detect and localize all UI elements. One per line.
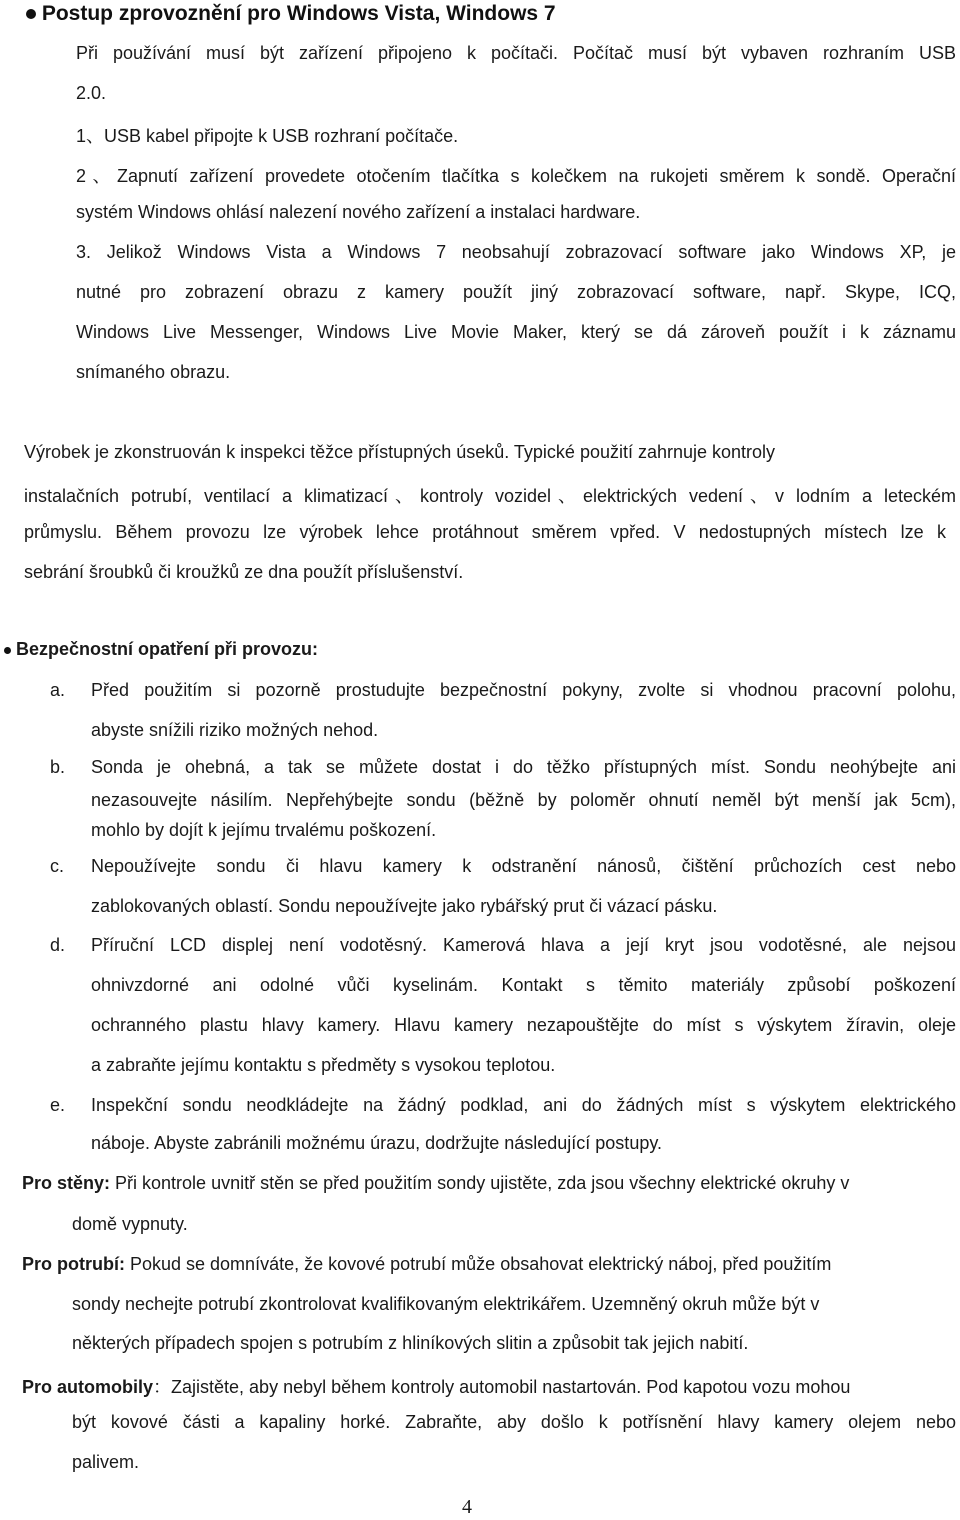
pipes-line-2: sondy nechejte potrubí zkontrolovat kvalifikovaným elektrikářem. Uzemněný okruh může být v — [72, 1294, 820, 1314]
list-item-e-line-2: náboje. Abyste zabránili možnému úrazu, dodržujte následující postupy. — [91, 1133, 662, 1153]
list-item-c-line-1: Nepoužívejte sondu či hlavu kamery k odstranění nánosů, čištění průchozích cest nebo — [91, 856, 956, 876]
pipes-text: Pokud se domníváte, že kovové potrubí může obsahovat elektrický náboj, před použitím — [124, 1254, 832, 1274]
page-number: 4 — [462, 1496, 472, 1518]
cars-line-3: palivem. — [72, 1452, 140, 1472]
product-line-2: instalačních potrubí, ventilací a klimatizací、kontroly vozidel、elektrických vedení、v lodním a leteckém — [24, 486, 956, 506]
product-line-4: sebrání šroubků či kroužků ze dna použít příslušenství. — [24, 562, 464, 582]
section-heading-safety — [4, 639, 318, 660]
list-label-c: c. — [50, 856, 65, 876]
list-label-b: b. — [50, 757, 66, 777]
list-item-d-line-4: a zabraňte jejímu kontaktu s předměty s vysokou teplotou. — [91, 1055, 556, 1075]
list-item-d-line-1: Příruční LCD displej není vodotěsný. Kamerová hlava a její kryt jsou vodotěsné, ale nejsou — [91, 935, 956, 955]
walls-line-1 — [22, 1173, 956, 1194]
list-item-c-line-2: zablokovaných oblastí. Sondu nepoužívejte jako rybářský prut či vázací pásku. — [91, 896, 718, 916]
list-label-a: a. — [50, 680, 66, 700]
pipes-line-1 — [22, 1254, 831, 1275]
list-item-b-line-3: mohlo by dojít k jejímu trvalému poškození. — [91, 820, 437, 840]
pipes-label: Pro potrubí: — [22, 1254, 125, 1274]
walls-line-2: domě vypnuty. — [72, 1214, 188, 1234]
list-label-e: e. — [50, 1095, 66, 1115]
section-heading-windows — [26, 2, 556, 26]
cars-separator: ： — [153, 1377, 172, 1397]
list-item-e-line-1: Inspekční sondu neodkládejte na žádný podklad, ani do žádných míst s výskytem elektrického — [91, 1095, 956, 1115]
heading-text: Postup zprovoznění pro Windows Vista, Windows 7 — [41, 2, 556, 25]
intro-line-2: 2.0. — [76, 83, 107, 103]
step-2-line-2: systém Windows ohlásí nalezení nového zařízení a instalaci hardware. — [76, 202, 641, 222]
list-item-b-line-1: Sonda je ohebná, a tak se můžete dostat i do těžko přístupných míst. Sondu neohýbejte ani — [91, 757, 956, 777]
bullet-icon — [26, 9, 36, 19]
walls-text: Při kontrole uvnitř stěn se před použitím sondy ujistěte, zda jsou všechny elektrické okruhy v — [110, 1173, 850, 1193]
step-2-line-1: 2、Zapnutí zařízení provedete otočením tlačítka s kolečkem na rukojeti směrem k sondě. Operační — [76, 166, 956, 186]
bullet-icon — [4, 647, 11, 654]
step-3-line-3: Windows Live Messenger, Windows Live Movie Maker, který se dá zároveň použít i k záznamu — [76, 322, 956, 342]
pipes-line-3: některých případech spojen s potrubím z hliníkových slitin a způsobit tak jejich nabití. — [72, 1333, 749, 1353]
list-item-a-line-1: Před použitím si pozorně prostudujte bezpečnostní pokyny, zvolte si vhodnou pracovní polohu, — [91, 680, 956, 700]
heading-text: Bezpečnostní opatření při provozu: — [16, 639, 319, 659]
cars-text: Zajistěte, aby nebyl během kontroly automobil nastartován. Pod kapotou vozu mohou — [171, 1377, 851, 1397]
cars-line-2: být kovové části a kapaliny horké. Zabraňte, aby došlo k potřísnění hlavy kamery olejem nebo — [72, 1412, 956, 1432]
list-item-a-line-2: abyste snížili riziko možných nehod. — [91, 720, 379, 740]
step-1: 1、USB kabel připojte k USB rozhraní počítače. — [76, 126, 459, 146]
product-line-1: Výrobek je zkonstruován k inspekci těžce přístupných úseků. Typické použití zahrnuje kontroly — [24, 442, 776, 462]
list-item-b-line-2: nezasouvejte násilím. Nepřehýbejte sondu (běžně by poloměr ohnutí neměl být menší jak 5cm), — [91, 790, 956, 810]
step-3-line-1: 3. Jelikož Windows Vista a Windows 7 neobsahují zobrazovací software jako Windows XP, je — [76, 242, 956, 262]
product-line-3: průmyslu. Během provozu lze výrobek lehce protáhnout směrem vpřed. V nedostupných místech lze k — [24, 522, 946, 542]
cars-line-1 — [22, 1373, 850, 1399]
step-3-line-4: snímaného obrazu. — [76, 362, 231, 382]
cars-label: Pro automobily — [22, 1377, 154, 1397]
intro-line-1: Při používání musí být zařízení připojeno k počítači. Počítač musí být vybaven rozhraním USB — [76, 43, 956, 63]
list-label-d: d. — [50, 935, 66, 955]
walls-label: Pro stěny: — [22, 1173, 111, 1193]
list-item-d-line-2: ohnivzdorné ani odolné vůči kyselinám. Kontakt s těmito materiály způsobí poškození — [91, 975, 956, 995]
list-item-d-line-3: ochranného plastu hlavy kamery. Hlavu kamery nezapouštějte do míst s výskytem žíravin, oleje — [91, 1015, 956, 1035]
step-3-line-2: nutné pro zobrazení obrazu z kamery použít jiný zobrazovací software, např. Skype, ICQ, — [76, 282, 956, 302]
